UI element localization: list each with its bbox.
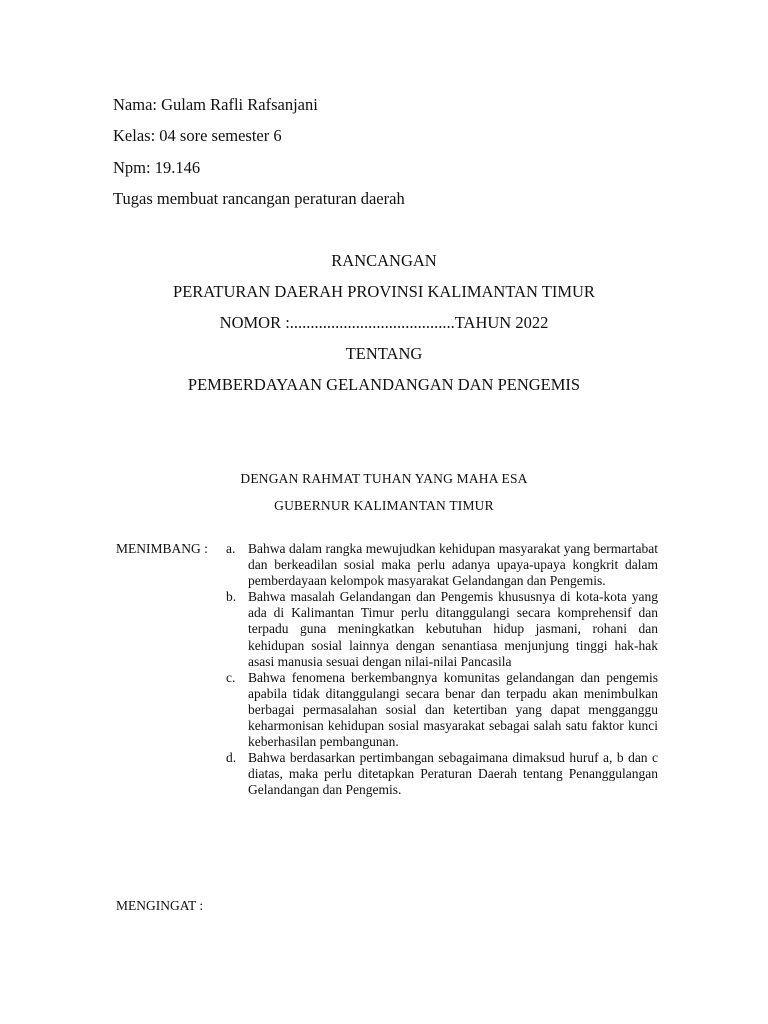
list-item xyxy=(226,541,658,589)
preamble-gubernur: GUBERNUR KALIMANTAN TIMUR xyxy=(274,498,494,513)
heading-subject: PEMBERDAYAAN GELANDANGAN DAN PENGEMIS xyxy=(187,375,581,394)
heading-number: NOMOR :........................................TAHUN 2022 xyxy=(219,313,549,332)
mengingat-label: MENGINGAT : xyxy=(116,898,204,913)
menimbang-label: MENIMBANG : xyxy=(116,541,208,556)
student-npm: Npm: 19.146 xyxy=(113,158,201,177)
heading-tentang: TENTANG xyxy=(345,344,423,363)
item-letter: a. xyxy=(226,541,236,556)
list-item xyxy=(226,750,658,798)
item-text: Bahwa dalam rangka mewujudkan kehidupan masyarakat yang bermartabat dan berkeadilan sosial maka perlu adanya upaya-upaya kongkrit dalam pemberdayaan kelompok masyarakat Gelandangan dan Pengemis. xyxy=(248,541,658,589)
task-description: Tugas membuat rancangan peraturan daerah xyxy=(113,189,405,208)
list-item xyxy=(226,589,658,669)
item-letter: b. xyxy=(226,589,237,605)
list-item xyxy=(226,670,658,750)
item-letter: c. xyxy=(226,669,236,685)
item-text: Bahwa masalah Gelandangan dan Pengemis khususnya di kota-kota yang ada di Kalimantan Timur perlu ditanggulangi secara komprehensif dan terpadu guna meningkatkan kebutuhan hidup jasmani, rohani dan kehidupan sosial lainnya dengan senantiasa menjunjung tinggi hak-hak asasi manusia sesuai dengan nilai-nilai Pancasila xyxy=(248,589,658,669)
student-name: Nama: Gulam Rafli Rafsanjani xyxy=(113,95,318,114)
preamble-rahmat: DENGAN RAHMAT TUHAN YANG MAHA ESA xyxy=(240,471,528,486)
item-letter: d. xyxy=(226,750,237,766)
student-class: Kelas: 04 sore semester 6 xyxy=(113,126,282,145)
heading-regulation: PERATURAN DAERAH PROVINSI KALIMANTAN TIMUR xyxy=(173,282,595,301)
heading-rancangan: RANCANGAN xyxy=(331,251,437,270)
menimbang-list xyxy=(226,541,658,799)
item-text: Bahwa fenomena berkembangnya komunitas gelandangan dan pengemis apabila tidak ditanggulangi secara benar dan terpadu akan menimbulkan berbagai permasalahan sosial dan ketertiban yang dapat mengganggu keharmonisan kehidupan sosial masyarakat sebagai salah satu faktor kunci keberhasilan pembangunan. xyxy=(248,669,658,750)
item-text: Bahwa berdasarkan pertimbangan sebagaimana dimaksud huruf a, b dan c diatas, maka perlu ditetapkan Peraturan Daerah tentang Penanggulangan Gelandangan dan Pengemis. xyxy=(248,750,658,798)
